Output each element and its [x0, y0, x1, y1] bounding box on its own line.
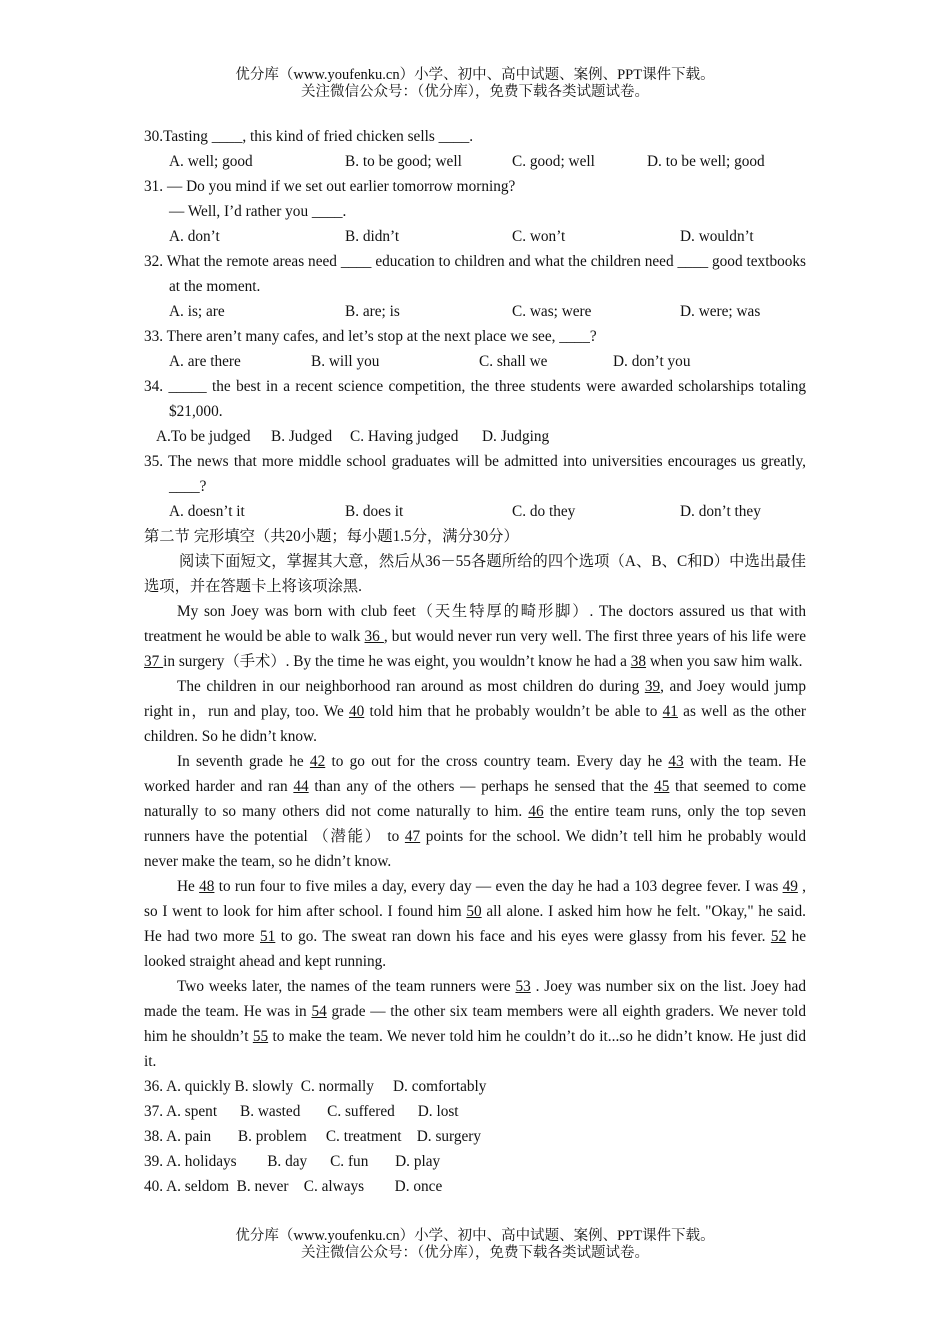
option-c: C. Having judged [350, 428, 459, 445]
question-31-options [144, 224, 806, 249]
page-footer [0, 1228, 950, 1262]
question-34-options [144, 424, 806, 449]
blank-51: 51 [260, 928, 276, 945]
header-line-1: 优分库（www.youfenku.cn）小学、初中、高中试题、案例、PPT课件下载。 [235, 67, 715, 83]
passage-paragraph-4: He 48 to run four to five miles a day, every day — even the day he had a 103 degree fever. I was 49 , so I went to look for him after school. I found him 50 all alone. I asked him how he felt. "Okay," he said. He had two more 51 to go. The sweat ran down his face and his eyes were glassy from his fever. 52 he looked straight ahead and kept running. [144, 878, 807, 970]
option-a: A. well; good [169, 153, 253, 170]
option-a: A. doesn’t it [169, 503, 245, 520]
passage-paragraph-3: In seventh grade he 42 to go out for the cross country team. Every day he 43 with the team. He worked harder and ran 44 than any of the others — perhaps he sensed that the 45 that seemed to come naturally to so many others did not come naturally to him. 46 the entire team runs, only the top seven runners have the potential （潜能） to 47 points for the school. We didn’t tell him he probably would never make the team, so he didn’t know. [144, 753, 806, 870]
passage-paragraph-2: The children in our neighborhood ran around as most children do during 39, and Joey would jump right in，run and play, too. We 40 told him that he probably wouldn’t be able to 41 as well as the other children. So he didn’t know. [144, 678, 807, 745]
option-a: A.To be judged [156, 428, 251, 445]
footer-line-1: 优分库（www.youfenku.cn）小学、初中、高中试题、案例、PPT课件下载。 [235, 1228, 715, 1244]
blank-49: 49 [782, 878, 798, 895]
blank-53: 53 [515, 978, 531, 995]
option-a: A. are there [169, 353, 241, 370]
option-d: D. Judging [482, 428, 550, 445]
option-d: D. don’t they [680, 503, 761, 520]
option-b: B. Judged [271, 428, 333, 445]
blank-54: 54 [311, 1003, 327, 1020]
option-c: C. do they [512, 503, 576, 520]
option-d: D. to be well; good [647, 153, 765, 170]
option-c: C. won’t [512, 228, 566, 245]
option-b: B. will you [311, 353, 380, 370]
blank-42: 42 [309, 753, 326, 770]
question-33-options [144, 349, 806, 374]
question-31-stem: 31. — Do you mind if we set out earlier tomorrow morning? [144, 178, 516, 195]
blank-50: 50 [466, 903, 482, 920]
option-d: D. wouldn’t [680, 228, 754, 245]
question-31-reply: — Well, I’d rather you ____. [169, 203, 347, 220]
cloze-option-37: 37. A. spent B. wasted C. suffered D. lost [144, 1103, 459, 1120]
question-30-stem: 30.Tasting ____, this kind of fried chicken sells ____. [144, 128, 474, 145]
option-d: D. were; was [680, 303, 761, 320]
option-d: D. don’t you [613, 353, 691, 370]
cloze-options [144, 1074, 806, 1199]
cloze-option-39: 39. A. holidays B. day C. fun D. play [144, 1153, 441, 1170]
question-30-options [144, 149, 806, 174]
passage-paragraph-1: My son Joey was born with club feet（天生特厚的畸形脚）. The doctors assured us that with treatment he would be able to walk 36 , but would never run very well. The first three years of his life were 37 in surgery（手术）. By the time he was eight, you wouldn’t know he had a 38 when you saw him walk. [144, 603, 806, 670]
option-b: B. are; is [345, 303, 400, 320]
question-35-options [144, 499, 806, 524]
section-title: 第二节 完形填空（共20小题；每小题1.5分，满分30分） [144, 528, 519, 545]
blank-52: 52 [770, 928, 787, 945]
blank-44: 44 [293, 778, 309, 795]
question-32-options [144, 299, 806, 324]
document-body [144, 124, 806, 1199]
cloze-option-38: 38. A. pain B. problem C. treatment D. surgery [144, 1128, 482, 1145]
page-header [0, 67, 950, 101]
option-c: C. was; were [512, 303, 592, 320]
blank-39: 39 [644, 678, 661, 695]
footer-line-2: 关注微信公众号：（优分库），免费下载各类试题试卷。 [301, 1245, 649, 1261]
question-35-stem: 35. The news that more middle school graduates will be admitted into universities encourages us greatly, ____? [144, 453, 806, 495]
cloze-option-36: 36. A. quickly B. slowly C. normally D. comfortably [144, 1078, 487, 1095]
blank-40: 40 [348, 703, 365, 720]
option-c: C. good; well [512, 153, 595, 170]
section-instruction: 阅读下面短文，掌握其大意，然后从36－55各题所给的四个选项（A、B、C和D）中选出最佳选项，并在答题卡上将该项涂黑. [144, 553, 806, 595]
blank-47: 47 [404, 828, 421, 845]
option-c: C. shall we [479, 353, 548, 370]
question-32-stem: 32. What the remote areas need ____ education to children and what the children need ____ good textbooks at the moment. [144, 253, 806, 295]
blank-37: 37 [144, 653, 164, 670]
option-a: A. is; are [169, 303, 225, 320]
blank-36: 36 [364, 628, 384, 645]
cloze-option-40: 40. A. seldom B. never C. always D. once [144, 1178, 443, 1195]
question-34-stem: 34. _____ the best in a recent science competition, the three students were awarded scholarships totaling $21,000. [144, 378, 806, 420]
header-line-2: 关注微信公众号：（优分库），免费下载各类试题试卷。 [301, 84, 649, 100]
option-b: B. to be good; well [345, 153, 462, 170]
blank-45: 45 [654, 778, 670, 795]
blank-48: 48 [199, 878, 215, 895]
option-b: B. didn’t [345, 228, 400, 245]
option-a: A. don’t [169, 228, 220, 245]
blank-38: 38 [630, 653, 647, 670]
passage-paragraph-5: Two weeks later, the names of the team runners were 53 . Joey was number six on the list. Joey had made the team. He was in 54 grade — the other six team members were all eighth graders. We never told him he shouldn’t 55 to make the team. We never told him he couldn’t do it...so he didn’t know. He just did it. [144, 978, 806, 1070]
blank-55: 55 [252, 1028, 269, 1045]
question-33-stem: 33. There aren’t many cafes, and let’s stop at the next place we see, ____? [144, 328, 597, 345]
blank-43: 43 [668, 753, 684, 770]
blank-41: 41 [662, 703, 678, 720]
option-b: B. does it [345, 503, 404, 520]
blank-46: 46 [528, 803, 544, 820]
